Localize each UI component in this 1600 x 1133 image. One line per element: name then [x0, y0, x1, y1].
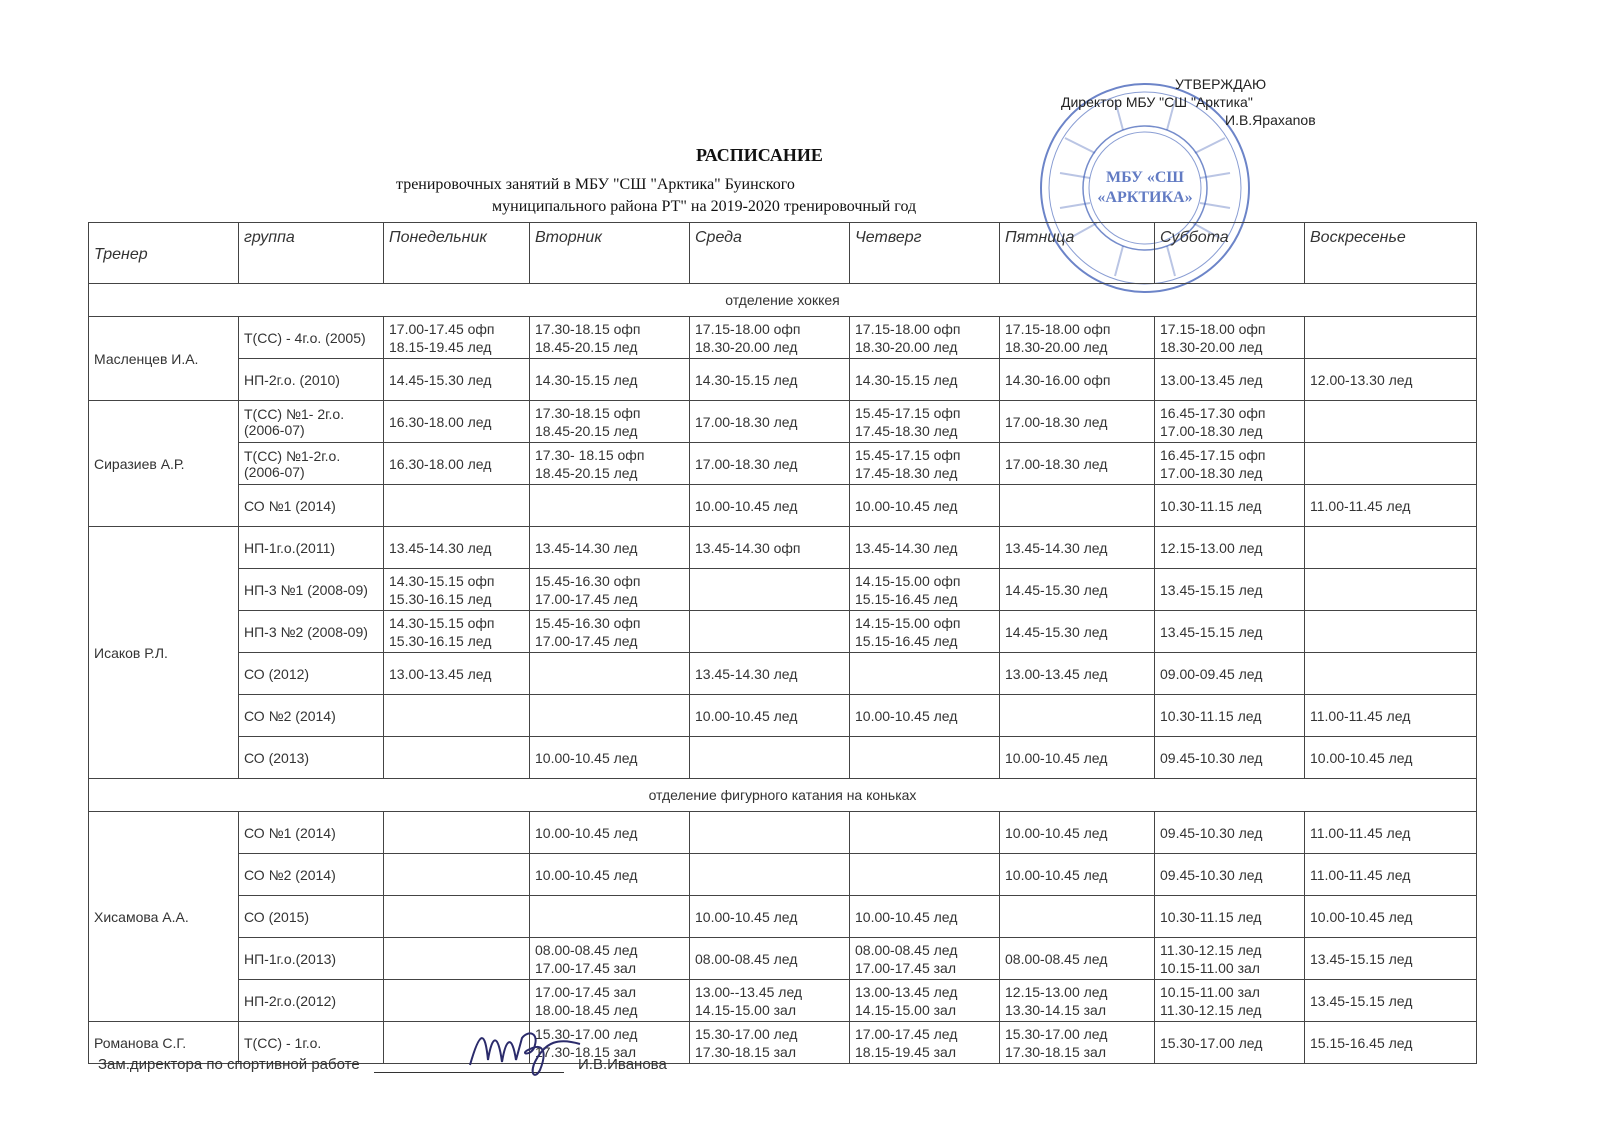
- schedule-cell: 17.15-18.00 офп 18.30-20.00 лед: [1155, 317, 1305, 359]
- table-row: [89, 317, 1477, 359]
- schedule-cell: 16.30-18.00 лед: [384, 401, 530, 443]
- schedule-cell: [530, 485, 690, 527]
- schedule-cell: 17.30-18.15 офп 18.45-20.15 лед: [530, 317, 690, 359]
- schedule-cell: [1305, 611, 1477, 653]
- schedule-cell: 10.00-10.45 лед: [850, 485, 1000, 527]
- schedule-cell: 15.30-17.00 лед: [1155, 1022, 1305, 1064]
- approval-block: [1055, 75, 1355, 129]
- group-name: СО №2 (2014): [239, 695, 384, 737]
- table-header-row: [89, 223, 1477, 284]
- schedule-cell: 13.45-15.15 лед: [1305, 938, 1477, 980]
- schedule-cell: [690, 737, 850, 779]
- schedule-cell: 14.30-15.15 лед: [530, 359, 690, 401]
- schedule-cell: 10.15-11.00 зал 11.30-12.15 лед: [1155, 980, 1305, 1022]
- group-name: СО (2013): [239, 737, 384, 779]
- document-title: [392, 145, 1092, 216]
- schedule-cell: 09.45-10.30 лед: [1155, 854, 1305, 896]
- schedule-cell: 08.00-08.45 лед: [690, 938, 850, 980]
- column-header: Понедельник: [384, 223, 530, 284]
- schedule-cell: 11.00-11.45 лед: [1305, 485, 1477, 527]
- schedule-cell: 17.00-18.30 лед: [690, 443, 850, 485]
- schedule-cell: 10.00-10.45 лед: [850, 695, 1000, 737]
- schedule-cell: [1000, 695, 1155, 737]
- schedule-cell: [530, 896, 690, 938]
- schedule-cell: 10.00-10.45 лед: [1000, 812, 1155, 854]
- schedule-cell: 09.45-10.30 лед: [1155, 737, 1305, 779]
- group-name: НП-2г.о.(2012): [239, 980, 384, 1022]
- schedule-cell: 13.45-14.30 лед: [384, 527, 530, 569]
- schedule-cell: 13.00-13.45 лед: [384, 653, 530, 695]
- schedule-cell: 13.45-14.30 офп: [690, 527, 850, 569]
- table-row: [89, 569, 1477, 611]
- schedule-cell: 16.45-17.15 офп 17.00-18.30 лед: [1155, 443, 1305, 485]
- svg-text:«АРКТИКА»: «АРКТИКА»: [1097, 189, 1193, 206]
- group-name: Т(СС) №1- 2г.о. (2006-07): [239, 401, 384, 443]
- approval-heading: УТВЕРЖДАЮ: [1175, 76, 1267, 92]
- column-header: Среда: [690, 223, 850, 284]
- schedule-cell: 17.15-18.00 офп 18.30-20.00 лед: [690, 317, 850, 359]
- schedule-cell: [384, 980, 530, 1022]
- schedule-cell: [384, 812, 530, 854]
- table-row: [89, 359, 1477, 401]
- schedule-cell: 10.00-10.45 лед: [690, 695, 850, 737]
- schedule-cell: [850, 854, 1000, 896]
- schedule-cell: 12.00-13.30 лед: [1305, 359, 1477, 401]
- schedule-cell: 13.45-14.30 лед: [530, 527, 690, 569]
- schedule-cell: [690, 611, 850, 653]
- schedule-cell: 10.00-10.45 лед: [530, 812, 690, 854]
- schedule-cell: 17.00-17.45 зал 18.00-18.45 лед: [530, 980, 690, 1022]
- trainer-name: Романова С.Г.: [89, 1022, 239, 1064]
- group-name: НП-1г.о.(2013): [239, 938, 384, 980]
- schedule-cell: 16.45-17.30 офп 17.00-18.30 лед: [1155, 401, 1305, 443]
- schedule-cell: 14.30-15.15 офп 15.30-16.15 лед: [384, 569, 530, 611]
- schedule-cell: 12.15-13.00 лед: [1155, 527, 1305, 569]
- group-name: НП-2г.о. (2010): [239, 359, 384, 401]
- schedule-cell: 11.00-11.45 лед: [1305, 695, 1477, 737]
- signature-icon: [450, 1020, 600, 1080]
- table-row: [89, 527, 1477, 569]
- trainer-name: Исаков Р.Л.: [89, 527, 239, 779]
- schedule-cell: 13.00-13.45 лед: [1155, 359, 1305, 401]
- section-title: отделение фигурного катания на коньках: [89, 779, 1477, 812]
- schedule-cell: 17.00-17.45 лед 18.15-19.45 зал: [850, 1022, 1000, 1064]
- group-name: СО №2 (2014): [239, 854, 384, 896]
- schedule-cell: 10.00-10.45 лед: [1305, 896, 1477, 938]
- schedule-cell: 15.30-17.00 лед 17.30-18.15 зал: [530, 1022, 690, 1064]
- schedule-cell: 13.45-14.30 лед: [850, 527, 1000, 569]
- schedule-cell: 15.45-16.30 офп 17.00-17.45 лед: [530, 569, 690, 611]
- schedule-cell: [690, 569, 850, 611]
- schedule-cell: [530, 695, 690, 737]
- group-name: НП-3 №2 (2008-09): [239, 611, 384, 653]
- title-main: РАСПИСАНИЕ: [696, 145, 823, 165]
- schedule-cell: 10.00-10.45 лед: [1000, 854, 1155, 896]
- schedule-cell: [850, 737, 1000, 779]
- schedule-cell: [384, 737, 530, 779]
- column-header: Тренер: [89, 223, 239, 284]
- schedule-cell: 17.15-18.00 офп 18.30-20.00 лед: [1000, 317, 1155, 359]
- schedule-cell: 17.00-17.45 офп 18.15-19.45 лед: [384, 317, 530, 359]
- schedule-cell: 10.30-11.15 лед: [1155, 896, 1305, 938]
- schedule-cell: [690, 812, 850, 854]
- trainer-name: Масленцев И.А.: [89, 317, 239, 401]
- schedule-cell: 11.00-11.45 лед: [1305, 812, 1477, 854]
- table-row: [89, 854, 1477, 896]
- schedule-cell: 10.00-10.45 лед: [1305, 737, 1477, 779]
- group-name: СО №1 (2014): [239, 812, 384, 854]
- title-line-2: тренировочных занятий в МБУ "СШ "Арктика" Буинского: [396, 176, 795, 193]
- schedule-cell: 17.15-18.00 офп 18.30-20.00 лед: [850, 317, 1000, 359]
- section-row: [89, 779, 1477, 812]
- column-header: Четверг: [850, 223, 1000, 284]
- schedule-table: [88, 222, 1477, 1064]
- schedule-cell: 17.30-18.15 офп 18.45-20.15 лед: [530, 401, 690, 443]
- schedule-cell: 15.45-17.15 офп 17.45-18.30 лед: [850, 443, 1000, 485]
- schedule-cell: 13.45-14.30 лед: [1000, 527, 1155, 569]
- schedule-cell: 15.30-17.00 лед 17.30-18.15 зал: [1000, 1022, 1155, 1064]
- schedule-cell: 14.45-15.30 лед: [384, 359, 530, 401]
- group-name: Т(СС) - 4г.о. (2005): [239, 317, 384, 359]
- schedule-cell: [1305, 443, 1477, 485]
- schedule-cell: [1305, 653, 1477, 695]
- approval-signatory: И.В.Ярахanов: [1225, 112, 1316, 128]
- schedule-cell: 17.30- 18.15 офп 18.45-20.15 лед: [530, 443, 690, 485]
- schedule-cell: 13.00--13.45 лед 14.15-15.00 зал: [690, 980, 850, 1022]
- schedule-cell: [1305, 317, 1477, 359]
- table-row: [89, 896, 1477, 938]
- schedule-cell: 12.15-13.00 лед 13.30-14.15 зал: [1000, 980, 1155, 1022]
- section-title: отделение хоккея: [89, 284, 1477, 317]
- schedule-cell: 14.45-15.30 лед: [1000, 611, 1155, 653]
- schedule-cell: 14.15-15.00 офп 15.15-16.45 лед: [850, 611, 1000, 653]
- schedule-cell: [530, 653, 690, 695]
- column-header: Вторник: [530, 223, 690, 284]
- schedule-cell: 11.30-12.15 лед 10.15-11.00 зал: [1155, 938, 1305, 980]
- column-header: группа: [239, 223, 384, 284]
- column-header: Пятница: [1000, 223, 1155, 284]
- schedule-cell: 08.00-08.45 лед 17.00-17.45 зал: [850, 938, 1000, 980]
- table-row: [89, 611, 1477, 653]
- footer-name: И.В.Иванова: [578, 1056, 667, 1073]
- schedule-cell: [1305, 527, 1477, 569]
- table-row: [89, 812, 1477, 854]
- column-header: Воскресенье: [1305, 223, 1477, 284]
- schedule-cell: 14.30-15.15 лед: [850, 359, 1000, 401]
- schedule-cell: 10.30-11.15 лед: [1155, 695, 1305, 737]
- schedule-cell: 09.00-09.45 лед: [1155, 653, 1305, 695]
- column-header: Суббота: [1155, 223, 1305, 284]
- trainer-name: Сиразиев А.Р.: [89, 401, 239, 527]
- schedule-cell: [690, 854, 850, 896]
- group-name: СО (2012): [239, 653, 384, 695]
- group-name: Т(СС) №1-2г.о. (2006-07): [239, 443, 384, 485]
- schedule-cell: 13.45-15.15 лед: [1305, 980, 1477, 1022]
- schedule-cell: 08.00-08.45 лед: [1000, 938, 1155, 980]
- schedule-cell: [384, 896, 530, 938]
- schedule-cell: 14.15-15.00 офп 15.15-16.45 лед: [850, 569, 1000, 611]
- table-row: [89, 485, 1477, 527]
- schedule-cell: 08.00-08.45 лед 17.00-17.45 зал: [530, 938, 690, 980]
- schedule-cell: 14.45-15.30 лед: [1000, 569, 1155, 611]
- schedule-cell: [1305, 401, 1477, 443]
- trainer-name: Хисамова А.А.: [89, 812, 239, 1022]
- schedule-cell: 15.15-16.45 лед: [1305, 1022, 1477, 1064]
- schedule-cell: 10.00-10.45 лед: [690, 896, 850, 938]
- schedule-cell: 14.30-16.00 офп: [1000, 359, 1155, 401]
- schedule-cell: [384, 854, 530, 896]
- schedule-cell: 13.00-13.45 лед 14.15-15.00 зал: [850, 980, 1000, 1022]
- title-line-3: муниципального района РТ" на 2019-2020 тренировочный год: [492, 198, 917, 215]
- schedule-cell: [850, 812, 1000, 854]
- group-name: НП-3 №1 (2008-09): [239, 569, 384, 611]
- schedule-cell: 10.00-10.45 лед: [690, 485, 850, 527]
- schedule-cell: [1000, 896, 1155, 938]
- schedule-cell: [1305, 569, 1477, 611]
- group-name: Т(СС) - 1г.о.: [239, 1022, 384, 1064]
- schedule-cell: 10.00-10.45 лед: [530, 737, 690, 779]
- schedule-cell: [384, 695, 530, 737]
- schedule-cell: 09.45-10.30 лед: [1155, 812, 1305, 854]
- schedule-cell: 14.30-15.15 офп 15.30-16.15 лед: [384, 611, 530, 653]
- schedule-cell: 11.00-11.45 лед: [1305, 854, 1477, 896]
- schedule-cell: 13.00-13.45 лед: [1000, 653, 1155, 695]
- schedule-cell: 17.00-18.30 лед: [1000, 401, 1155, 443]
- table-row: [89, 443, 1477, 485]
- schedule-cell: 10.30-11.15 лед: [1155, 485, 1305, 527]
- schedule-cell: 16.30-18.00 лед: [384, 443, 530, 485]
- table-row: [89, 980, 1477, 1022]
- footer-position: Зам.директора по спортивной работе: [98, 1056, 360, 1073]
- group-name: НП-1г.о.(2011): [239, 527, 384, 569]
- schedule-cell: [384, 938, 530, 980]
- table-row: [89, 695, 1477, 737]
- schedule-cell: 14.30-15.15 лед: [690, 359, 850, 401]
- approval-position: Директор МБУ "СШ "Арктика": [1061, 94, 1253, 110]
- schedule-cell: 13.45-15.15 лед: [1155, 569, 1305, 611]
- schedule-cell: 10.00-10.45 лед: [1000, 737, 1155, 779]
- group-name: СО (2015): [239, 896, 384, 938]
- schedule-cell: 15.45-17.15 офп 17.45-18.30 лед: [850, 401, 1000, 443]
- schedule-cell: [1000, 485, 1155, 527]
- schedule-cell: [384, 485, 530, 527]
- schedule-cell: 10.00-10.45 лед: [850, 896, 1000, 938]
- svg-text:МБУ «СШ: МБУ «СШ: [1106, 169, 1184, 186]
- schedule-cell: 10.00-10.45 лед: [530, 854, 690, 896]
- table-row: [89, 653, 1477, 695]
- schedule-cell: 17.00-18.30 лед: [1000, 443, 1155, 485]
- section-row: [89, 284, 1477, 317]
- schedule-cell: 13.45-15.15 лед: [1155, 611, 1305, 653]
- table-row: [89, 401, 1477, 443]
- table-row: [89, 737, 1477, 779]
- schedule-cell: [850, 653, 1000, 695]
- schedule-cell: 15.45-16.30 офп 17.00-17.45 лед: [530, 611, 690, 653]
- group-name: СО №1 (2014): [239, 485, 384, 527]
- schedule-cell: 17.00-18.30 лед: [690, 401, 850, 443]
- table-row: [89, 938, 1477, 980]
- schedule-cell: 15.30-17.00 лед 17.30-18.15 зал: [690, 1022, 850, 1064]
- schedule-cell: 13.45-14.30 лед: [690, 653, 850, 695]
